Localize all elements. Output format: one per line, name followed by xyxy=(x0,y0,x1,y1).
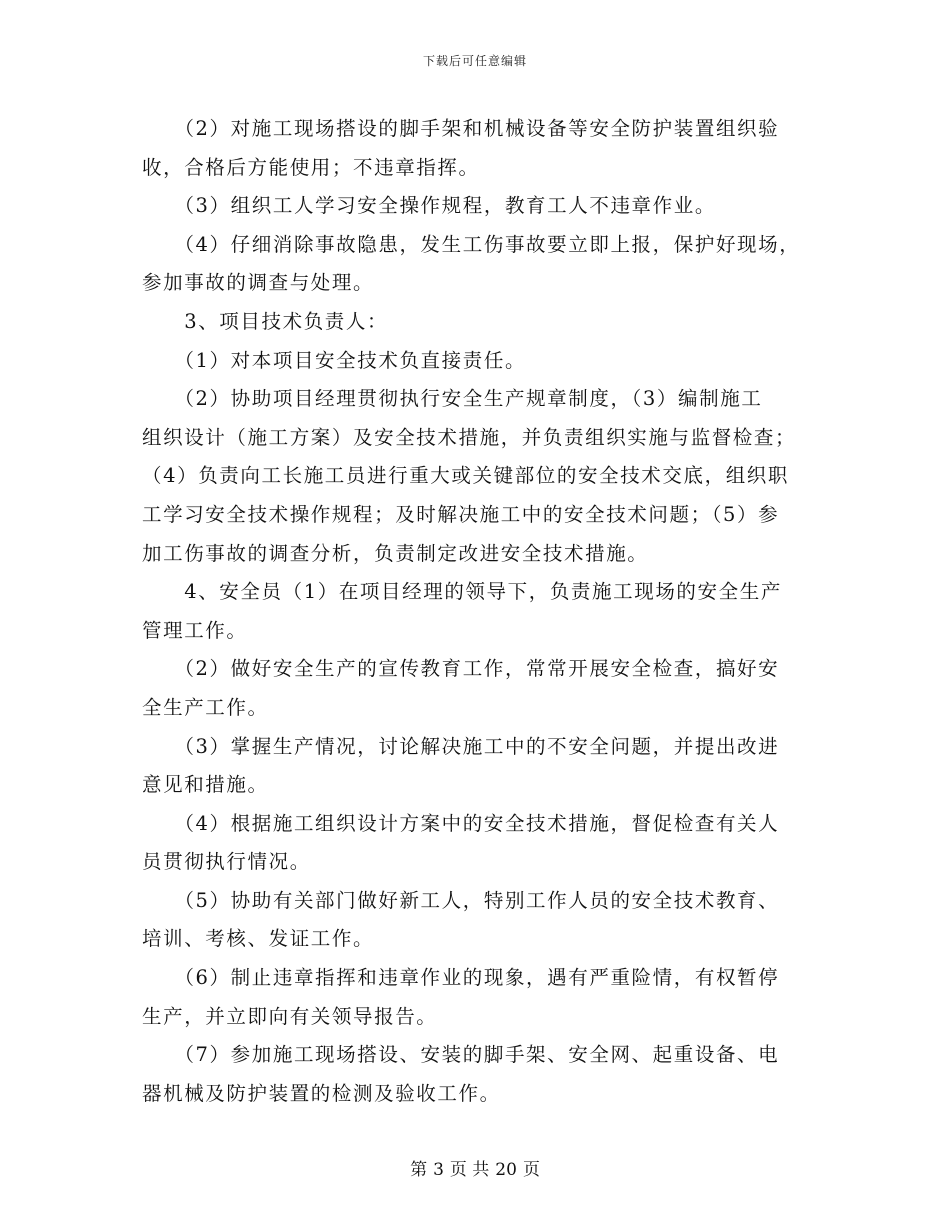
body-line: （2）做好安全生产的宣传教育工作，常常开展安全检查，搞好安 xyxy=(142,657,780,681)
total-pages-number: 20 xyxy=(495,1160,517,1180)
document-body xyxy=(142,110,814,1113)
body-line: 员贯彻执行情况。 xyxy=(142,850,311,874)
body-line: （4）负责向工长施工员进行重大或关键部位的安全技术交底，组织职 xyxy=(142,464,790,488)
body-line: （5）协助有关部门做好新工人，特别工作人员的安全技术教育、 xyxy=(142,888,780,912)
body-line: （1）对本项目安全技术负直接责任。 xyxy=(142,348,527,372)
page-label-mid: 页 共 xyxy=(449,1160,490,1180)
body-line: 生产，并立即向有关领导报告。 xyxy=(142,1004,438,1028)
body-line: （3）组织工人学习安全操作规程，教育工人不违章作业。 xyxy=(142,194,716,218)
page-label-suffix: 页 xyxy=(522,1160,540,1180)
body-line: （2）对施工现场搭设的脚手架和机械设备等安全防护装置组织验 xyxy=(142,117,780,140)
current-page-number: 3 xyxy=(433,1160,444,1180)
page-footer xyxy=(0,1155,950,1180)
body-line: 工学习安全技术操作规程；及时解决施工中的安全技术问题；（5）参 xyxy=(142,502,780,526)
body-line: 器机械及防护装置的检测及验收工作。 xyxy=(142,1081,501,1105)
body-line: 4、安全员（1）在项目经理的领导下，负责施工现场的安全生产 xyxy=(142,580,782,604)
body-line: 参加事故的调查与处理。 xyxy=(142,271,375,295)
body-line: 培训、考核、发证工作。 xyxy=(142,927,375,951)
body-line: 组织设计（施工方案）及安全技术措施，并负责组织实施与监督检查； xyxy=(142,425,797,449)
body-line: 加工伤事故的调查分析，负责制定改进安全技术措施。 xyxy=(142,541,649,565)
body-line: （7）参加施工现场搭设、安装的脚手架、安全网、起重设备、电 xyxy=(142,1043,780,1067)
body-line: 全生产工作。 xyxy=(142,695,269,719)
body-line: （3）掌握生产情况，讨论解决施工中的不安全问题，并提出改进 xyxy=(142,734,780,758)
body-line: 管理工作。 xyxy=(142,618,248,642)
body-line: （6）制止违章指挥和违章作业的现象，遇有严重险情，有权暂停 xyxy=(142,966,780,990)
body-line: 3、项目技术负责人： xyxy=(142,309,389,333)
body-line: 收，合格后方能使用；不违章指挥。 xyxy=(142,155,480,179)
body-line: （4）根据施工组织设计方案中的安全技术措施，督促检查有关人 xyxy=(142,811,780,835)
body-line: 意见和措施。 xyxy=(142,773,269,797)
body-line: （2）协助项目经理贯彻执行安全生产规章制度，（3）编制施工 xyxy=(142,387,763,411)
page-label-prefix: 第 xyxy=(410,1160,428,1180)
page-header: 下载后可任意编辑 xyxy=(422,54,527,68)
body-line: （4）仔细消除事故隐患，发生工伤事故要立即上报，保护好现场， xyxy=(142,232,801,256)
